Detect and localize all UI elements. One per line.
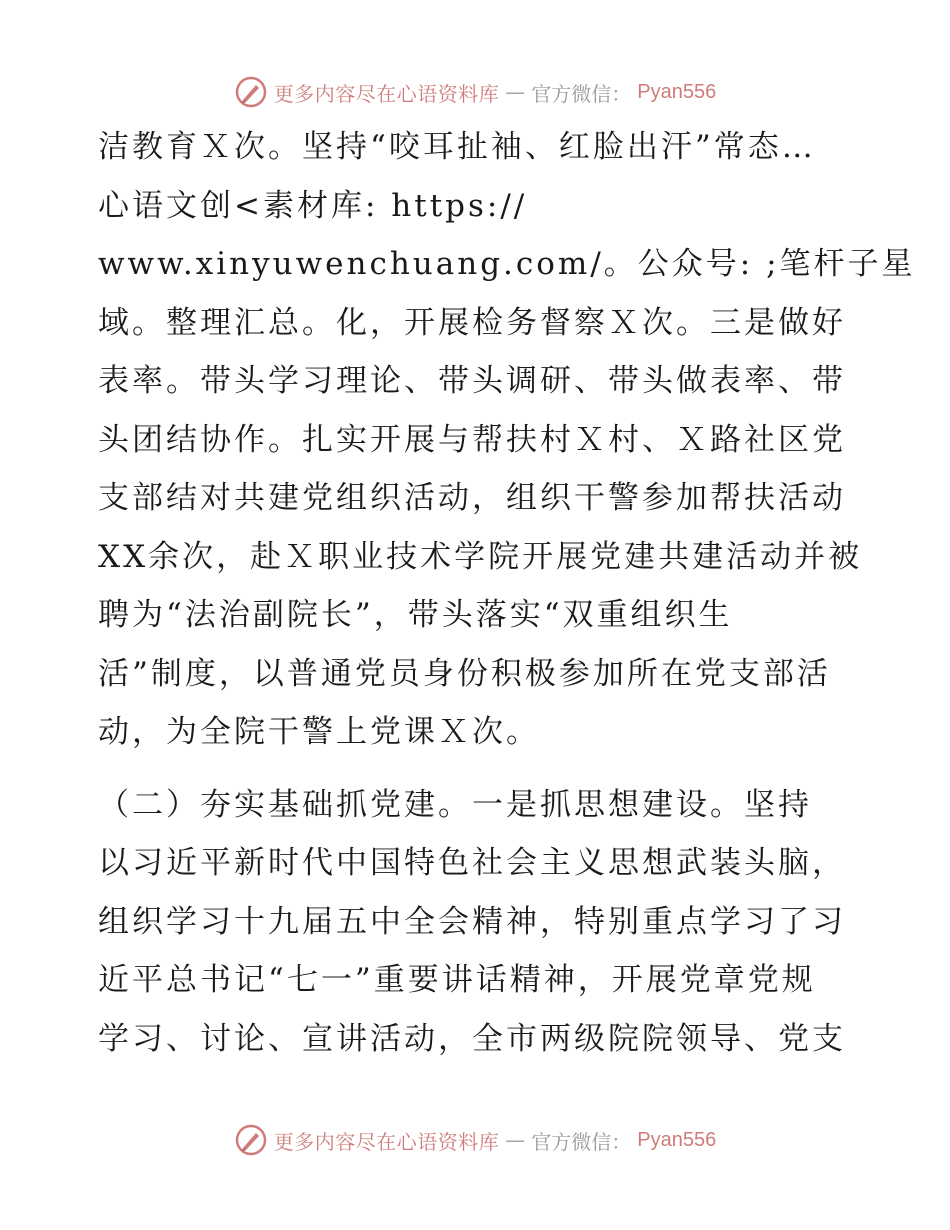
text-line: 支部结对共建党组织活动，组织干警参加帮扶活动 — [98, 480, 846, 516]
text-line: 洁教育Ｘ次。坚持“咬耳扯袖、红脸出汗”常态… — [98, 129, 816, 165]
text-line: 动，为全院干警上党课Ｘ次。 — [98, 714, 540, 750]
watermark-id: Pyan556 — [637, 1128, 717, 1151]
watermark-dash: — — [505, 80, 526, 104]
pen-logo-icon — [234, 75, 268, 109]
text-line: （二）夯实基础抓党建。一是抓思想建设。坚持 — [98, 786, 812, 823]
text-line: 学习、讨论、宣讲活动，全市两级院院领导、党支 — [98, 1020, 846, 1057]
watermark-text: 更多内容尽在心语资料库 — [273, 1129, 500, 1154]
text-line: 活”制度，以普通党员身份积极参加所在党支部活 — [98, 655, 831, 692]
text-line: 以习近平新时代中国特色社会主义思想武装头脑， — [98, 845, 846, 881]
text-line: 头团结协作。扎实开展与帮扶村Ｘ村、Ｘ路社区党 — [98, 421, 846, 458]
text-line: 聘为“法治副院长”，带头落实“双重组织生 — [98, 597, 733, 633]
text-line: 组织学习十九届五中全会精神，特别重点学习了习 — [98, 903, 846, 940]
watermark-label: 官方微信： — [531, 81, 632, 106]
text-line: www.xinyuwenchuang.com/。公众号: ;笔杆子星 — [98, 246, 916, 282]
watermark-label: 官方微信： — [531, 1129, 632, 1154]
text-line: XX余次，赴Ｘ职业技术学院开展党建共建活动并被 — [98, 538, 863, 575]
pen-logo-icon — [234, 1123, 268, 1157]
footer-watermark — [0, 1120, 950, 1160]
text-line: 近平总书记“七一”重要讲话精神，开展党章党规 — [98, 962, 816, 998]
text-line: 心语文创<素材库: https:// — [98, 187, 528, 224]
paragraph-gap — [98, 762, 858, 776]
text-line: 域。整理汇总。化，开展检务督察Ｘ次。三是做好 — [98, 304, 846, 341]
watermark-text: 更多内容尽在心语资料库 — [273, 81, 500, 106]
text-line: 表率。带头学习理论、带头调研、带头做表率、带 — [98, 363, 846, 399]
document-body — [98, 118, 916, 1068]
watermark-id: Pyan556 — [637, 80, 717, 103]
watermark-dash: — — [505, 1128, 526, 1152]
header-watermark — [0, 72, 950, 112]
